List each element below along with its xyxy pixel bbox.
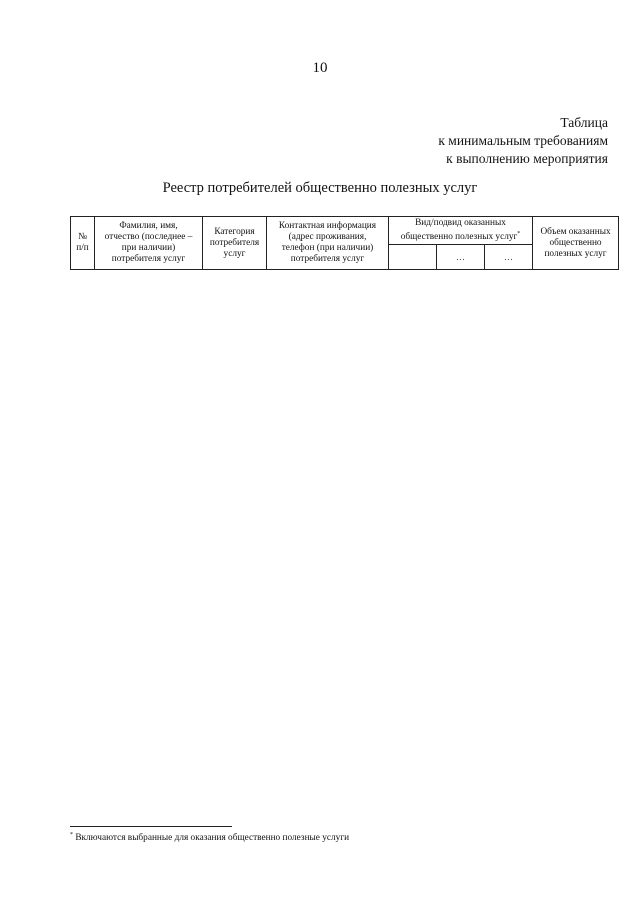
header-cell-number xyxy=(71,217,95,270)
subheader-cell-1 xyxy=(389,245,437,270)
footnote-marker: * xyxy=(70,832,73,838)
page-number: 10 xyxy=(312,60,328,76)
header-line: потребителя услуг xyxy=(111,254,186,265)
heading-line-2: к минимальным требованиям xyxy=(438,133,608,148)
header-cell-services xyxy=(389,217,533,245)
header-cell-volume xyxy=(533,217,619,270)
header-line: Контактная информация xyxy=(278,221,377,232)
subheader-cell-2: … xyxy=(437,245,485,270)
header-cell-category xyxy=(203,217,267,270)
header-line: Категория xyxy=(214,226,255,237)
footnote-divider xyxy=(70,826,232,827)
document-heading xyxy=(438,114,608,168)
footnote-marker: * xyxy=(517,231,521,237)
document-title: Реестр потребителей общественно полезных услуг xyxy=(162,180,478,196)
header-line: Объем оказанных xyxy=(540,226,611,237)
registry-table xyxy=(70,216,619,270)
heading-line-3: к выполнению мероприятия xyxy=(446,151,608,166)
header-line: Фамилия, имя, xyxy=(119,221,178,232)
header-cell-full-name xyxy=(95,217,203,270)
header-text: общественно полезных услуг xyxy=(400,232,518,243)
header-line: потребителя xyxy=(209,237,260,248)
heading-line-1: Таблица xyxy=(560,115,608,130)
header-line: отчество (последнее – xyxy=(104,232,193,243)
header-line: Вид/подвид оказанных xyxy=(415,218,506,228)
header-line: общественно xyxy=(549,237,602,248)
header-line: № xyxy=(78,232,87,243)
header-line: телефон (при наличии) xyxy=(281,243,374,254)
table-header-row xyxy=(71,217,619,245)
header-line: п/п xyxy=(76,243,89,254)
subheader-cell-3: … xyxy=(485,245,533,270)
header-line: при наличии) xyxy=(121,243,176,254)
header-line: потребителя услуг xyxy=(290,254,365,265)
header-line: полезных услуг xyxy=(544,248,607,259)
header-line xyxy=(390,229,531,243)
footnote-text: Включаются выбранные для оказания общественно полезные услуги xyxy=(73,833,350,844)
footnote xyxy=(70,832,349,843)
header-cell-contacts xyxy=(267,217,389,270)
header-line: (адрес проживания, xyxy=(288,232,367,243)
header-line: услуг xyxy=(223,248,246,259)
